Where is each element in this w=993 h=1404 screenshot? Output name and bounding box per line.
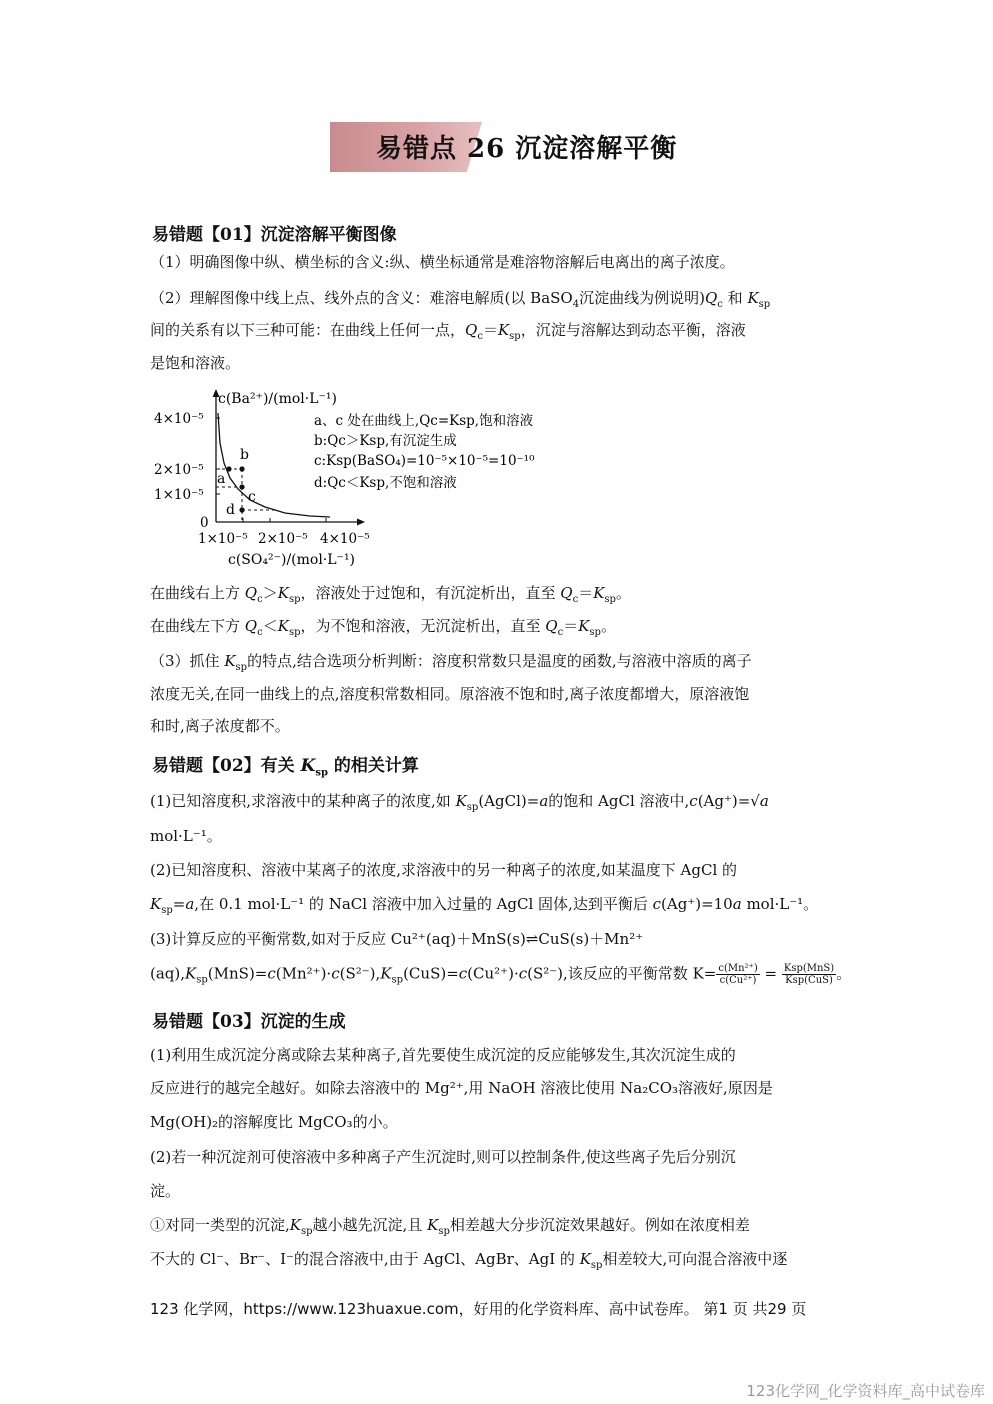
below-curve-line: 在曲线左下方 $Q_c<K_{sp}$，为不饱和溶液，无沉淀析出，直至 $Q_c=K_{sp}$。 xyxy=(150,617,616,638)
s1-para3: 间的关系有以下三种可能：在曲线上任何一点，$Q_c=K_{sp}$，沉淀与溶解达到动态平衡，溶液 xyxy=(150,321,746,342)
s1-para7: 和时,离子浓度都不。 xyxy=(150,717,290,735)
s2-para3: (2)已知溶度积、溶液中某离子的浓度,求溶液中的另一种离子的浓度,如某温度下 AgCl 的 xyxy=(150,861,738,879)
s2-para6: $(aq),K_{sp}(MnS)=c(Mn^{2+})\cdot c(S^{2-}),K_{sp}(CuS)=c(Cu^{2+})\cdot c(S^{2-})$,该反应的平衡常数 K= $\frac{\text{c(Mn²⁺)}}{\text{c(Cu²⁺)}}$ = $\frac{\text{Ksp(MnS)}}{\text{Ksp(CuS)}}$ 。 xyxy=(150,963,852,986)
s3-para6: ①对同一类型的沉淀$,K_{sp}$越小越先沉淀,且 $K_{sp}$相差越大分步沉淀效果越好。例如在浓度相差 xyxy=(150,1216,750,1237)
section1-heading: 易错题【01】沉淀溶解平衡图像 xyxy=(152,225,397,245)
x-axis-arrow xyxy=(357,519,365,526)
s2-para4: $K_{sp}=a$,在 0.1 mol·L⁻¹ 的 NaCl 溶液中加入过量的 AgCl 固体,达到平衡后 c(Ag⁺)=10a mol·L⁻¹。 xyxy=(150,895,819,916)
point-d xyxy=(239,507,244,512)
s3-para3: Mg(OH)₂的溶解度比 MgCO₃的小。 xyxy=(150,1113,398,1131)
origin-label: 0 xyxy=(200,515,209,531)
point-label-c: c xyxy=(248,489,256,505)
page-footer: 123 化学网，https://www.123huaxue.com，好用的化学资料库、高中试卷库。 第1 页 共29 页 xyxy=(150,1300,807,1318)
s1-para5: （3）抓住 $K_{sp}$的特点,结合选项分析判断：溶度积常数只是温度的函数,与溶液中溶质的离子 xyxy=(150,652,752,673)
s3-para2: 反应进行的越完全越好。如除去溶液中的 Mg²⁺,用 NaOH 溶液比使用 Na₂CO₃溶液好,原因是 xyxy=(150,1079,773,1097)
chart-note: d:Qc＜Ksp,不饱和溶液 xyxy=(314,475,457,491)
section2-heading: 易错题【02】有关 $K_{sp}$ 的相关计算 xyxy=(152,756,419,779)
x-axis-label: c(SO₄²⁻)/(mol·L⁻¹) xyxy=(228,552,356,568)
watermark: 123化学网_化学资料库_高中试卷库 xyxy=(746,1382,985,1400)
x-tick-label: 4×10⁻⁵ xyxy=(320,531,370,547)
point-a xyxy=(226,466,231,471)
s1-para1: （1）明确图像中纵、横坐标的含义:纵、横坐标通常是难溶物溶解后电离出的离子浓度。 xyxy=(150,253,735,271)
s1-para4: 是饱和溶液。 xyxy=(150,354,241,372)
fraction-concentration: $\frac{\text{c(Mn²⁺)}}{\text{c(Cu²⁺)}}$ xyxy=(718,963,758,986)
point-label-a: a xyxy=(217,471,226,487)
section3-heading: 易错题【03】沉淀的生成 xyxy=(152,1012,346,1032)
s2-para1: (1)已知溶度积,求溶液中的某种离子的浓度,如 $K_{sp}(AgCl)=a$的饱和 AgCl 溶液中,c(Ag⁺)=√a xyxy=(150,792,769,813)
s1-para2: （2）理解图像中线上点、线外点的含义：难溶电解质(以 BaSO$_4$沉淀曲线为例说明)$Q_c$ 和 $K_{sp}$ xyxy=(150,289,771,310)
page-title: 易错点 26 沉淀溶解平衡 xyxy=(376,134,678,164)
y-tick-label: 4×10⁻⁵ xyxy=(154,411,204,427)
x-tick-label: 2×10⁻⁵ xyxy=(258,531,308,547)
fraction-ksp: $\frac{\text{Ksp(MnS)}}{\text{Ksp(CuS)}}$ xyxy=(783,963,835,986)
x-tick-label: 1×10⁻⁵ xyxy=(198,531,248,547)
s3-para1: (1)利用生成沉淀分离或除去某种离子,首先要使生成沉淀的反应能够发生,其次沉淀生成的 xyxy=(150,1046,736,1064)
s3-para5: 淀。 xyxy=(150,1182,181,1200)
ksp-chart xyxy=(150,383,580,573)
point-b xyxy=(239,466,244,471)
y-tick-label: 2×10⁻⁵ xyxy=(154,462,204,478)
chart-note: c:Ksp(BaSO₄)=10⁻⁵×10⁻⁵=10⁻¹⁰ xyxy=(314,453,535,469)
chart-note: a、c 处在曲线上,Qc=Ksp,饱和溶液 xyxy=(314,413,534,429)
y-axis-label: c(Ba²⁺)/(mol·L⁻¹) xyxy=(218,391,337,407)
title-banner xyxy=(330,122,678,172)
chart-notes xyxy=(314,412,535,491)
s2-para2: mol·L⁻¹。 xyxy=(150,827,222,845)
point-c xyxy=(239,484,244,489)
chart-note: b:Qc＞Ksp,有沉淀生成 xyxy=(314,433,457,449)
point-label-d: d xyxy=(226,502,235,518)
s3-para4: (2)若一种沉淀剂可使溶液中多种离子产生沉淀时,则可以控制条件,使这些离子先后分别沉 xyxy=(150,1148,736,1166)
point-label-b: b xyxy=(240,447,249,463)
s3-para7: 不大的 Cl⁻、Br⁻、I⁻的混合溶液中,由于 AgCl、AgBr、AgI 的 $K_{sp}$相差较大,可向混合溶液中逐 xyxy=(150,1250,788,1271)
y-tick-label: 1×10⁻⁵ xyxy=(154,487,204,503)
s1-para6: 浓度无关,在同一曲线上的点,溶度积常数相同。原溶液不饱和时,离子浓度都增大，原溶液饱 xyxy=(150,685,750,703)
above-curve-line: 在曲线右上方 $Q_c>K_{sp}$，溶液处于过饱和，有沉淀析出，直至 $Q_c=K_{sp}$。 xyxy=(150,584,631,605)
s2-para5: (3)计算反应的平衡常数,如对于反应 Cu²⁺(aq)＋MnS(s)⇌CuS(s)＋Mn²⁺ xyxy=(150,930,644,948)
